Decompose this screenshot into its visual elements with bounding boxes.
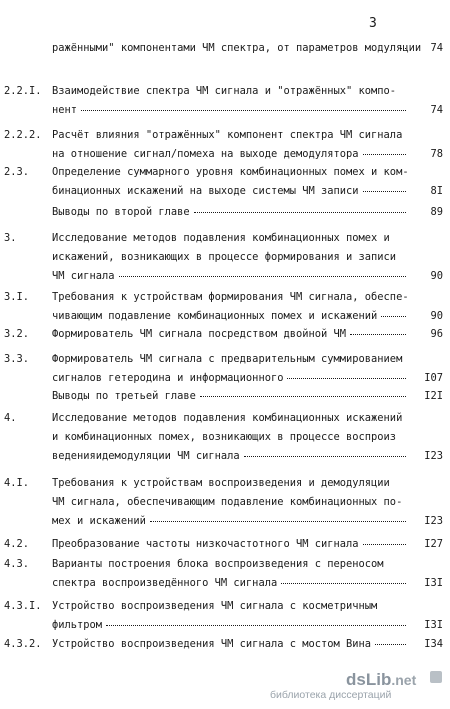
- toc-page-number: 89: [430, 206, 443, 218]
- toc-page-number: I07: [424, 372, 443, 384]
- toc-entry-text: Требования к устройствам формирования ЧМ сигнала, обеспе-: [52, 291, 409, 303]
- toc-entry-text: ЧМ сигнала: [52, 270, 115, 282]
- leader-dots: [150, 521, 406, 522]
- leader-dots: [375, 644, 406, 645]
- toc-line: [0, 352, 450, 366]
- toc-page-number: 90: [430, 310, 443, 322]
- toc-line: [0, 557, 450, 571]
- toc-entry-number: 3.: [4, 232, 17, 244]
- leader-dots: [194, 212, 406, 213]
- toc-line: [0, 290, 450, 304]
- toc-line: [0, 430, 450, 444]
- leader-dots: [363, 191, 406, 192]
- leader-dots: [81, 110, 406, 111]
- toc-line: [0, 128, 450, 142]
- toc-page-number: I3I: [424, 619, 443, 631]
- toc-page-number: 74: [430, 42, 443, 54]
- toc-entry-text: Требования к устройствам воспроизведения и демодуляции: [52, 477, 390, 489]
- page-number: 3: [369, 16, 377, 31]
- toc-entry-number: 3.I.: [4, 291, 30, 303]
- toc-page-number: 74: [430, 104, 443, 116]
- toc-entry-text: Устройство воспроизведения ЧМ сигнала с косметричным: [52, 600, 378, 612]
- toc-entry-number: 3.3.: [4, 353, 30, 365]
- toc-page-number: 8I: [430, 185, 443, 197]
- toc-page-number: 78: [430, 148, 443, 160]
- leader-dots: [287, 378, 406, 379]
- toc-entry-number: 4.3.2.: [4, 638, 42, 650]
- toc-entry-number: 3.2.: [4, 328, 30, 340]
- toc-entry-number: 4.2.: [4, 538, 30, 550]
- leader-dots: [106, 625, 406, 626]
- toc-entry-text: и комбинационных помех, возникающих в процессе воспроиз: [52, 431, 397, 443]
- toc-entry-text: сигналов гетеродина и информационного: [52, 372, 284, 384]
- toc-entry-text: Формирователь ЧМ сигнала с предварительным суммированием: [52, 353, 403, 365]
- leader-dots: [200, 396, 406, 397]
- toc-entry-text: Преобразование частоты низкочастотного ЧМ сигнала: [52, 538, 359, 550]
- toc-entry-text: искажений, возникающих в процессе формирования и записи: [52, 251, 397, 263]
- toc-entry-number: 4.3.: [4, 558, 30, 570]
- toc-line: [0, 165, 450, 179]
- toc-line: [0, 84, 450, 98]
- toc-entry-text: Выводы по третьей главе: [52, 390, 196, 402]
- toc-entry-number: 4.: [4, 412, 17, 424]
- toc-entry-number: 2.2.I.: [4, 85, 42, 97]
- toc-entry-text: мех и искажений: [52, 515, 146, 527]
- leader-dots: [363, 154, 406, 155]
- toc-entry-text: ражёнными" компонентами ЧМ спектра, от параметров модуляции: [52, 42, 422, 54]
- toc-page-number: I3I: [424, 577, 443, 589]
- toc-entry-text: нент: [52, 104, 78, 116]
- leader-dots: [350, 334, 406, 335]
- book-icon: [430, 671, 442, 683]
- toc-entry-text: Исследование методов подавления комбинационных помех и: [52, 232, 390, 244]
- toc-entry-number: 4.I.: [4, 477, 30, 489]
- toc-entry-text: Варианты построения блока воспроизведения с переносом: [52, 558, 384, 570]
- toc-page-number: 90: [430, 270, 443, 282]
- toc-entry-text: Устройство воспроизведения ЧМ сигнала с мостом Вина: [52, 638, 372, 650]
- toc-line: [0, 495, 450, 509]
- toc-page-number: 96: [430, 328, 443, 340]
- toc-line: [0, 599, 450, 613]
- toc-line: [0, 476, 450, 490]
- toc-entry-text: чивающим подавление комбинационных помех и искажений: [52, 310, 378, 322]
- leader-dots: [119, 276, 406, 277]
- toc-entry-text: Исследование методов подавления комбинационных искажений: [52, 412, 403, 424]
- toc-page-number: I34: [424, 638, 443, 650]
- watermark-tagline: библиотека диссертаций: [270, 689, 392, 701]
- toc-entry-text: фильтром: [52, 619, 103, 631]
- toc-entry-number: 2.2.2.: [4, 129, 42, 141]
- toc-page-number: I2I: [424, 390, 443, 402]
- watermark-logo: dsLib.net: [346, 670, 417, 689]
- toc-line: [0, 250, 450, 264]
- leader-dots: [381, 316, 406, 317]
- toc-entry-text: веденияидемодуляции ЧМ сигнала: [52, 450, 240, 462]
- toc-entry-number: 2.3.: [4, 166, 30, 178]
- toc-entry-text: на отношение сигнал/помеха на выходе демодулятора: [52, 148, 359, 160]
- toc-entry-number: 4.3.I.: [4, 600, 42, 612]
- toc-entry-text: Взаимодействие спектра ЧМ сигнала и "отражённых" компо-: [52, 85, 397, 97]
- toc-page-number: I23: [424, 515, 443, 527]
- toc-entry-text: бинационных искажений на выходе системы ЧМ записи: [52, 185, 359, 197]
- toc-entry-text: Определение суммарного уровня комбинационных помех и ком-: [52, 166, 409, 178]
- toc-page-number: I27: [424, 538, 443, 550]
- toc-page-number: I23: [424, 450, 443, 462]
- toc-entry-text: Формирователь ЧМ сигнала посредством двойной ЧМ: [52, 328, 347, 340]
- toc-line: [0, 411, 450, 425]
- toc-entry-text: Расчёт влияния "отражённых" компонент спектра ЧМ сигнала: [52, 129, 403, 141]
- toc-entry-text: ЧМ сигнала, обеспечивающим подавление комбинационных по-: [52, 496, 403, 508]
- leader-dots: [281, 583, 406, 584]
- toc-line: [0, 231, 450, 245]
- dslib-watermark: [270, 669, 440, 703]
- leader-dots: [244, 456, 406, 457]
- leader-dots: [363, 544, 406, 545]
- toc-entry-text: спектра воспроизведённого ЧМ сигнала: [52, 577, 278, 589]
- toc-entry-text: Выводы по второй главе: [52, 206, 190, 218]
- leader-dots: [400, 48, 406, 49]
